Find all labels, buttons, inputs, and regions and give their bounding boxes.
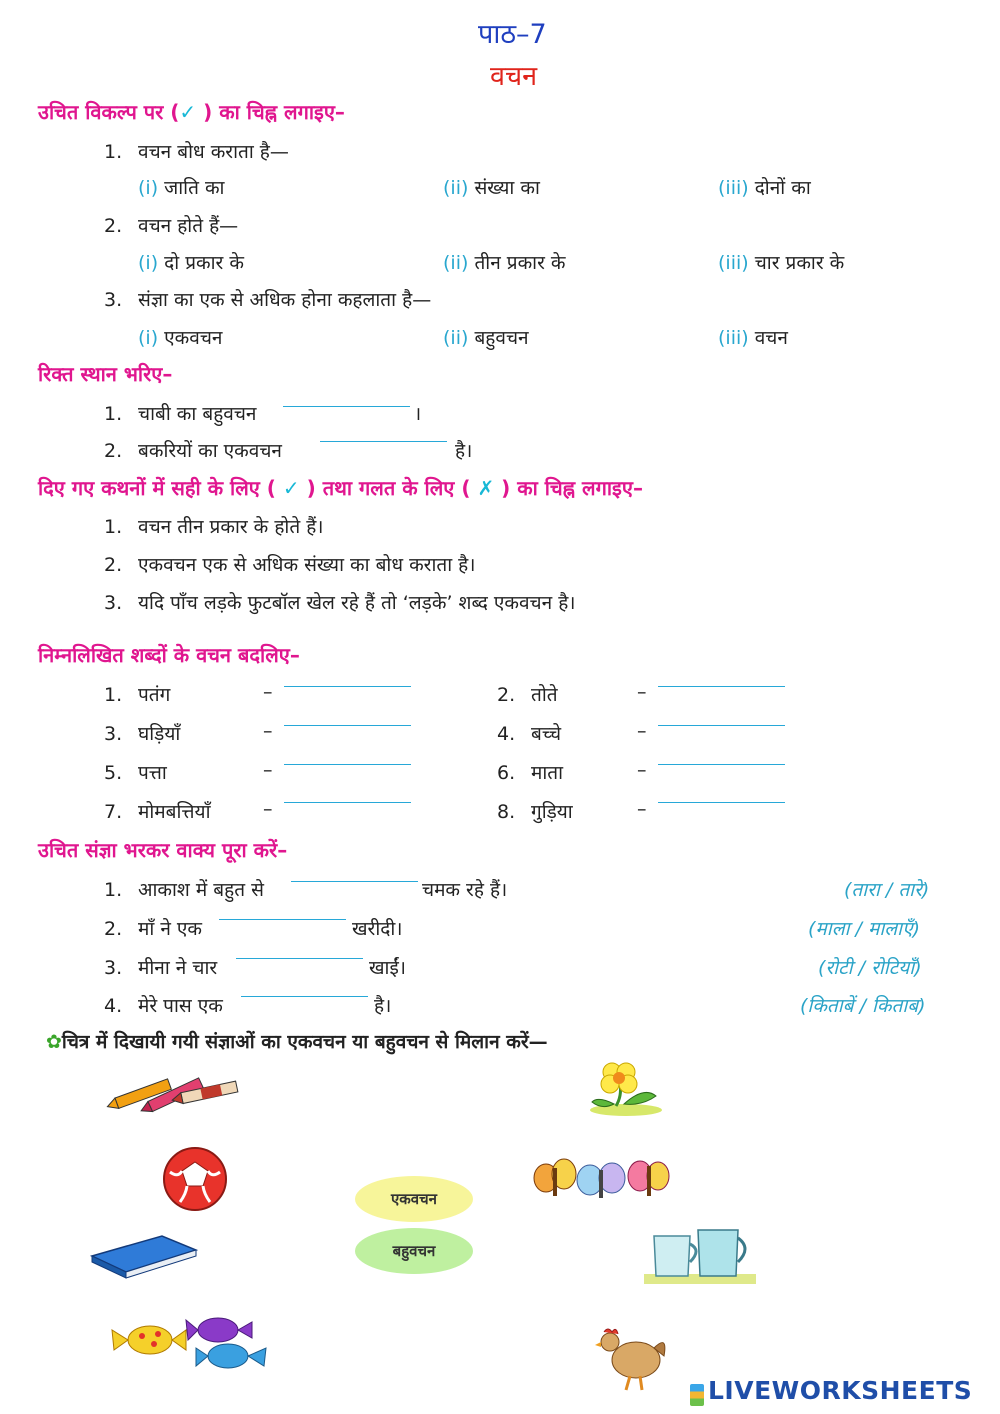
- cross-icon: ✗: [477, 476, 495, 500]
- hen-icon[interactable]: [592, 1322, 670, 1394]
- dash: –: [263, 681, 273, 703]
- ball-icon[interactable]: [160, 1144, 230, 1214]
- mcq1-option-3[interactable]: (iii) दोनों का: [718, 177, 811, 199]
- tick-icon: ✓: [179, 100, 197, 124]
- sentence-2: 2. माँ ने एक: [104, 918, 203, 940]
- sentence-end-2: खरीदी।: [352, 918, 403, 940]
- word-item: 5. पत्ता: [104, 762, 167, 784]
- singular-target[interactable]: एकवचन: [355, 1176, 473, 1222]
- section3-heading: दिए गए कथनों में सही के लिए ( ✓ ) तथा गलत के लिए ( ✗ ) का चिह्न लगाइए–: [38, 476, 643, 500]
- sentence-1: 1. आकाश में बहुत से: [104, 879, 264, 901]
- plural-target[interactable]: बहुवचन: [355, 1228, 473, 1274]
- hint-4: (किताबें / किताब): [800, 995, 926, 1017]
- word-item: 1. पतंग: [104, 684, 171, 706]
- crayons-icon[interactable]: [104, 1066, 242, 1114]
- sentence-end-3: खाईं।: [369, 957, 406, 979]
- sentence-blank-3[interactable]: [236, 958, 363, 959]
- fill-item-2: 2. बकरियों का एकवचन: [104, 440, 282, 462]
- logo-icon: [690, 1384, 704, 1406]
- fill-blank-2: [320, 441, 447, 442]
- statement-3[interactable]: 3. यदि पाँच लड़के फुटबॉल खेल रहे हैं तो ‘लड़के’ शब्द एकवचन है।: [104, 592, 576, 614]
- fill-end-2: है।: [455, 440, 473, 462]
- sentence-blank-4[interactable]: [241, 996, 368, 997]
- dash: –: [263, 720, 273, 742]
- word-item: 7. मोमबत्तियाँ: [104, 801, 211, 823]
- word-item: 6. माता: [497, 762, 564, 784]
- sentence-blank-2[interactable]: [219, 919, 346, 920]
- sentence-4: 4. मेरे पास एक: [104, 995, 223, 1017]
- lesson-title: वचन: [490, 61, 538, 92]
- fill-blank-1: [283, 406, 410, 407]
- mcq2-option-1[interactable]: (i) दो प्रकार के: [138, 252, 244, 274]
- word-blank-7[interactable]: [284, 802, 411, 803]
- lesson-number: पाठ–7: [478, 19, 547, 50]
- mcq-question-1: 1. वचन बोध कराता है—: [104, 141, 289, 163]
- mcq2-option-2[interactable]: (ii) तीन प्रकार के: [443, 252, 566, 274]
- word-item: 8. गुड़िया: [497, 801, 573, 823]
- dash: –: [263, 798, 273, 820]
- hint-2: (माला / मालाएँ): [808, 918, 920, 940]
- jugs-icon[interactable]: [644, 1222, 756, 1284]
- word-blank-4[interactable]: [658, 725, 785, 726]
- word-blank-1[interactable]: [284, 686, 411, 687]
- hint-3: (रोटी / रोटियाँ): [818, 957, 922, 979]
- fill-item-1: 1. चाबी का बहुवचन: [104, 403, 257, 425]
- mcq-question-3: 3. संज्ञा का एक से अधिक होना कहलाता है—: [104, 289, 432, 311]
- section5-heading: उचित संज्ञा भरकर वाक्य पूरा करें–: [38, 838, 288, 862]
- book-icon[interactable]: [88, 1232, 200, 1280]
- candies-icon[interactable]: [106, 1310, 276, 1378]
- word-blank-8[interactable]: [658, 802, 785, 803]
- word-blank-3[interactable]: [284, 725, 411, 726]
- word-blank-2[interactable]: [658, 686, 785, 687]
- section2-heading: रिक्त स्थान भरिए–: [38, 362, 173, 386]
- sentence-blank-1[interactable]: [291, 881, 418, 882]
- fill-answer-1[interactable]: [283, 392, 414, 416]
- flower-bullet-icon: ✿: [46, 1031, 62, 1053]
- statement-2[interactable]: 2. एकवचन एक से अधिक संख्या का बोध कराता है।: [104, 554, 476, 576]
- fill-answer-2[interactable]: [320, 424, 451, 448]
- mcq3-option-3[interactable]: (iii) वचन: [718, 327, 788, 349]
- dash: –: [263, 759, 273, 781]
- dash: –: [637, 681, 647, 703]
- dash: –: [637, 759, 647, 781]
- mcq-question-2: 2. वचन होते हैं—: [104, 215, 239, 237]
- word-item: 2. तोते: [497, 684, 558, 706]
- word-blank-6[interactable]: [658, 764, 785, 765]
- butterflies-icon[interactable]: [530, 1152, 672, 1210]
- mcq1-option-1[interactable]: (i) जाति का: [138, 177, 225, 199]
- word-item: 4. बच्चे: [497, 723, 562, 745]
- sentence-3: 3. मीना ने चार: [104, 957, 218, 979]
- flower-icon[interactable]: [586, 1060, 666, 1118]
- section6-heading: ✿चित्र में दिखायी गयी संज्ञाओं का एकवचन या बहुवचन से मिलान करें—: [46, 1031, 548, 1053]
- dash: –: [637, 720, 647, 742]
- sentence-end-1: चमक रहे हैं।: [422, 879, 508, 901]
- statement-1[interactable]: 1. वचन तीन प्रकार के होते हैं।: [104, 516, 324, 538]
- mcq1-option-2[interactable]: (ii) संख्या का: [443, 177, 540, 199]
- tick-icon: ✓: [282, 476, 300, 500]
- mcq3-option-1[interactable]: (i) एकवचन: [138, 327, 223, 349]
- dash: –: [637, 798, 647, 820]
- fill-end-1: ।: [414, 403, 422, 425]
- word-item: 3. घड़ियाँ: [104, 723, 181, 745]
- section1-heading: उचित विकल्प पर (✓ ) का चिह्न लगाइए–: [38, 100, 345, 124]
- sentence-end-4: है।: [374, 995, 392, 1017]
- word-blank-5[interactable]: [284, 764, 411, 765]
- hint-1: (तारा / तारे): [844, 879, 930, 901]
- liveworksheets-logo: LIVEWORKSHEETS: [690, 1376, 972, 1406]
- section4-heading: निम्नलिखित शब्दों के वचन बदलिए–: [38, 643, 300, 667]
- mcq3-option-2[interactable]: (ii) बहुवचन: [443, 327, 529, 349]
- mcq2-option-3[interactable]: (iii) चार प्रकार के: [718, 252, 845, 274]
